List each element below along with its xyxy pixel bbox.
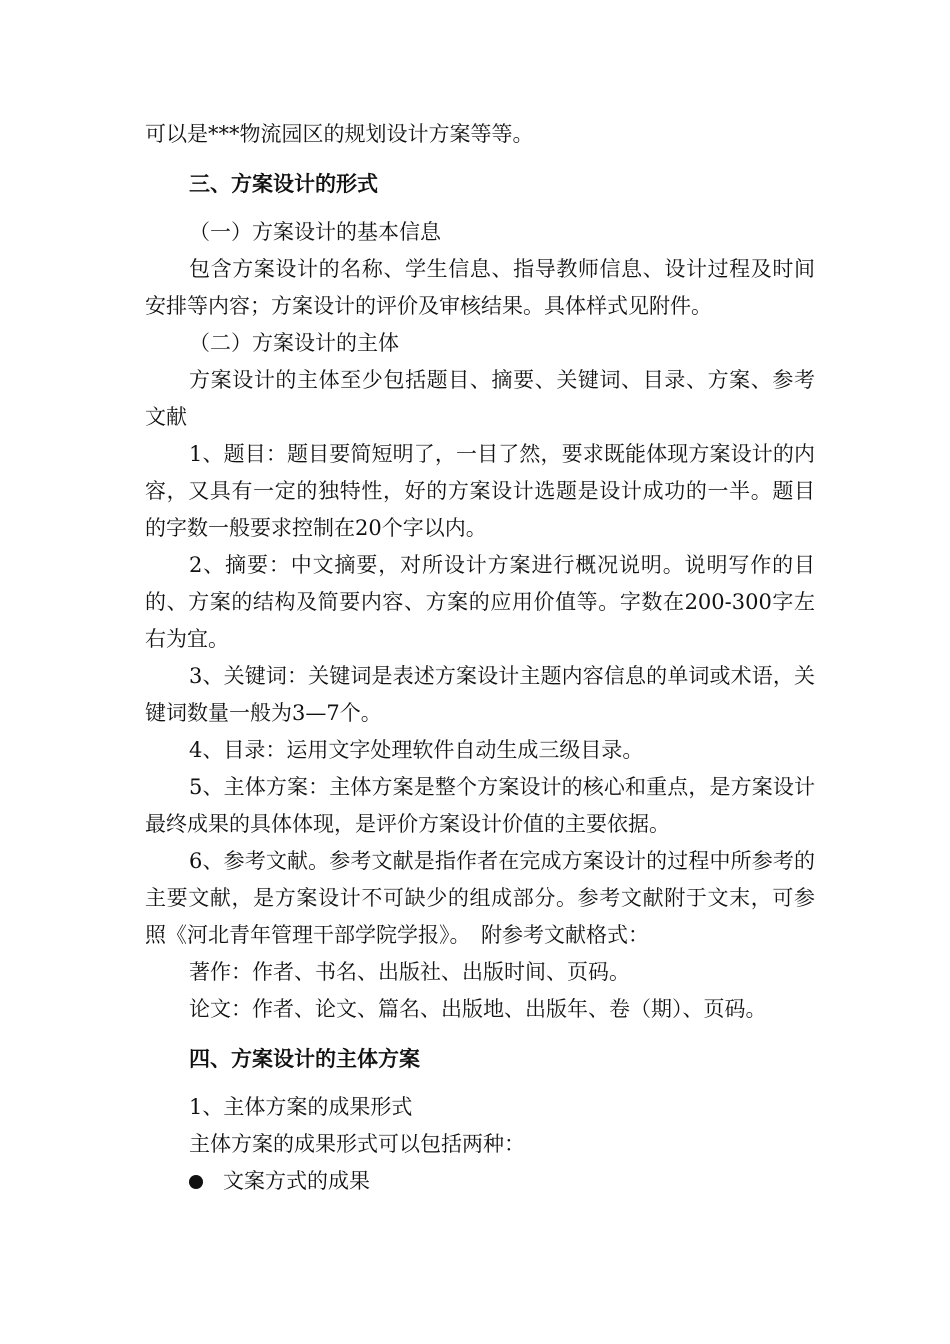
list-item-keywords: 3、关键词：关键词是表述方案设计主题内容信息的单词或术语，关键词数量一般为3—7个。: [145, 664, 815, 725]
paragraph-result-forms: 主体方案的成果形式可以包括两种：: [189, 1132, 525, 1156]
reference-format-paper: 论文：作者、论文、篇名、出版地、出版年、卷（期）、页码。: [189, 997, 767, 1021]
list-item-references: 6、参考文献。参考文献是指作者在完成方案设计的过程中所参考的主要文献，是方案设计不可缺少的组成部分。参考文献附于文末，可参照《河北青年管理干部学院学报》。 附参考文献格式：: [145, 849, 815, 947]
subsection-title-4-1: 1、主体方案的成果形式: [189, 1095, 413, 1119]
list-item-main-plan: 5、主体方案：主体方案是整个方案设计的核心和重点，是方案设计最终成果的具体体现，是评价方案设计价值的主要依据。: [145, 775, 815, 836]
section-heading-4: 四、方案设计的主体方案: [189, 1046, 420, 1071]
section-heading-3: 三、方案设计的形式: [189, 171, 378, 196]
paragraph-intro: 可以是***物流园区的规划设计方案等等。: [145, 122, 534, 146]
list-item-abstract: 2、摘要：中文摘要，对所设计方案进行概况说明。说明写作的目的、方案的结构及简要内容、方案的应用价值等。字数在200-300字左右为宜。: [145, 553, 815, 651]
document-page: [145, 116, 815, 1200]
bullet-icon: [189, 1175, 203, 1189]
list-item-toc: 4、目录：运用文字处理软件自动生成三级目录。: [189, 738, 644, 762]
reference-format-book: 著作：作者、书名、出版社、出版时间、页码。: [189, 960, 630, 984]
subsection-title-2: （二）方案设计的主体: [189, 331, 399, 355]
paragraph-basic-info: 包含方案设计的名称、学生信息、指导教师信息、设计过程及时间安排等内容；方案设计的评价及审核结果。具体样式见附件。: [145, 257, 815, 318]
bullet-item: [145, 1163, 815, 1200]
list-item-title: 1、题目：题目要简短明了，一目了然，要求既能体现方案设计的内容，又具有一定的独特性，好的方案设计选题是设计成功的一半。题目的字数一般要求控制在20个字以内。: [145, 442, 815, 540]
paragraph-main-body: 方案设计的主体至少包括题目、摘要、关键词、目录、方案、参考文献: [145, 368, 815, 429]
bullet-text: 文案方式的成果: [223, 1169, 370, 1193]
subsection-title-1: （一）方案设计的基本信息: [189, 220, 441, 244]
